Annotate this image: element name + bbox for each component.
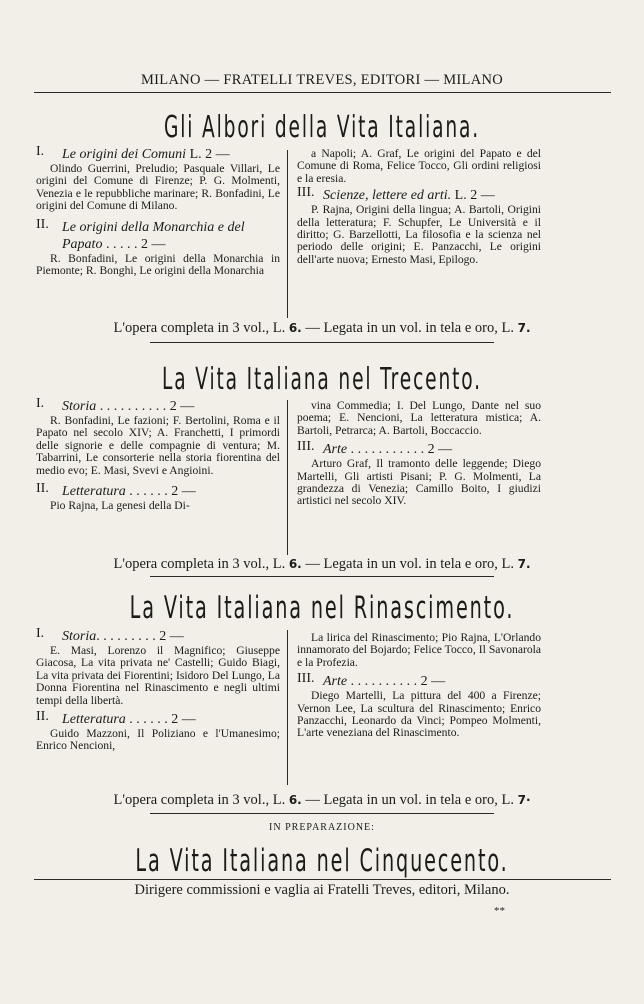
volume-i-contents: Olindo Guerrini, Preludio; Pasquale Villari, Le origini del Comune di Firenze; P. G. Molmenti, Venezia e le repubbliche marinare; R. Bonfadini, Le origini del Comune di Milano.	[36, 162, 280, 213]
left-column	[36, 398, 280, 512]
publisher-header: MILANO — FRATELLI TREVES, EDITORI — MILANO	[140, 72, 504, 88]
section-title-trecento: La Vita Italiana nel Trecento.	[162, 362, 482, 397]
ordering-instructions: Dirigere commissioni e vaglia ai Fratelli Treves, editori, Milano.	[134, 882, 510, 898]
footer-rule	[34, 879, 611, 880]
right-column	[297, 400, 541, 508]
section-title-cinquecento: La Vita Italiana nel Cinquecento.	[135, 843, 509, 879]
section-rule	[150, 576, 494, 577]
volume-iii: III. Arte . . . . . . . . . . . 2 —	[297, 439, 453, 458]
header-rule	[34, 92, 611, 93]
column-divider	[287, 150, 288, 318]
opera-price-line: L'opera completa in 3 vol., L. 6. — Legata in un vol. in tela e oro, L. 7.	[113, 556, 531, 572]
volume-iii-contents: Diego Martelli, La pittura del 400 a Firenze; Vernon Lee, La scultura del Rinascimento; Enrico Panzacchi, Leonardo da Vinci; Pompeo Molmenti, L'arte veneziana del Rinascimento.	[297, 689, 541, 740]
volume-ii-continued: a Napoli; A. Graf, Le origini del Papato e del Comune di Roma, Felice Tocco, Gli ordini religiosi e la eresia.	[297, 147, 541, 185]
column-divider	[287, 400, 288, 555]
right-column	[297, 632, 541, 740]
volume-iii: III. Arte . . . . . . . . . . 2 —	[297, 671, 446, 690]
volume-ii-continued: vina Commedia; I. Del Lungo, Dante nel suo poema; E. Nencioni, La letteratura mistica; A. Bartoli, Petrarca; A. Bartoli, Boccaccio.	[297, 399, 541, 437]
volume-iii-contents: Arturo Graf, Il tramonto delle leggende; Diego Martelli, Gli artisti Pisani; P. G. Molmenti, La grandezza di Venezia; Camillo Boito, I giudizi artistici nel secolo XIV.	[297, 457, 541, 508]
volume-ii: II. Le origini della Monarchia e del Papato . . . . . 2 —	[36, 216, 245, 252]
left-column	[36, 628, 280, 753]
opera-price-line: L'opera completa in 3 vol., L. 6. — Legata in un vol. in tela e oro, L. 7.	[113, 320, 531, 336]
volume-i: I. Storia. . . . . . . . . 2 —	[36, 626, 184, 644]
opera-price-line: L'opera completa in 3 vol., L. 6. — Legata in un vol. in tela e oro, L. 7·	[113, 792, 531, 808]
section-rule	[150, 813, 494, 814]
volume-i: I. Storia . . . . . . . . . . 2 —	[36, 396, 195, 414]
volume-ii-continued: La lirica del Rinascimento; Pio Rajna, L'Orlando innamorato del Bojardo; Felice Tocco, Il Savonarola e la Profezia.	[297, 631, 541, 669]
volume-ii: II. Letteratura . . . . . . 2 —	[36, 709, 196, 728]
volume-ii-contents: R. Bonfadini, Le origini della Monarchia in Piemonte; R. Bonghi, Le origini della Monarchia	[36, 251, 280, 278]
volume-i: I. Le origini dei Comuni L. 2 —	[36, 144, 230, 162]
volume-ii-contents: Pio Rajna, La genesi della Di-	[50, 499, 190, 513]
volume-ii-contents: Guido Mazzoni, Il Poliziano e l'Umanesimo; Enrico Nencioni,	[36, 727, 280, 753]
volume-i-contents: E. Masi, Lorenzo il Magnifico; Giuseppe Giacosa, La vita privata ne' Castelli; Guido Biagi, La vita privata dei Fiorentini; Isidoro Del Lungo, La Donna Fiorentina nel Rinascimento e negli ultimi tempi della libertà.	[36, 644, 280, 707]
volume-ii: II. Letteratura . . . . . . 2 —	[36, 481, 196, 500]
volume-iii-contents: P. Rajna, Origini della lingua; A. Bartoli, Origini della letteratura; F. Schupfer, Le Università e il diritto; G. Barzellotti, La filosofia e la scienza nel periodo delle origini; E. Panzacchi, Le origini dell'arte nuova; Ernesto Masi, Epilogo.	[297, 203, 541, 266]
section-rule	[150, 342, 494, 343]
left-column	[36, 146, 280, 277]
volume-iii: III. Scienze, lettere ed arti. L. 2 —	[297, 185, 495, 204]
section-title-albori: Gli Albori della Vita Italiana.	[163, 110, 481, 145]
in-preparation-label: IN PREPARAZIONE:	[269, 822, 375, 833]
section-title-rinascimento: La Vita Italiana nel Rinascimento.	[129, 590, 515, 626]
column-divider	[287, 630, 288, 785]
volume-i-contents: R. Bonfadini, Le fazioni; F. Bertolini, Roma e il Papato nel secolo XIV; A. Franchetti, I primordi delle signorie e delle compagnie di ventura; M. Tabarrini, Le consorterie nella storia fiorentina del medio evo; E. Masi, Svevi e Angioini.	[36, 414, 280, 477]
right-column	[297, 148, 541, 266]
signature-marks: **	[494, 905, 505, 917]
